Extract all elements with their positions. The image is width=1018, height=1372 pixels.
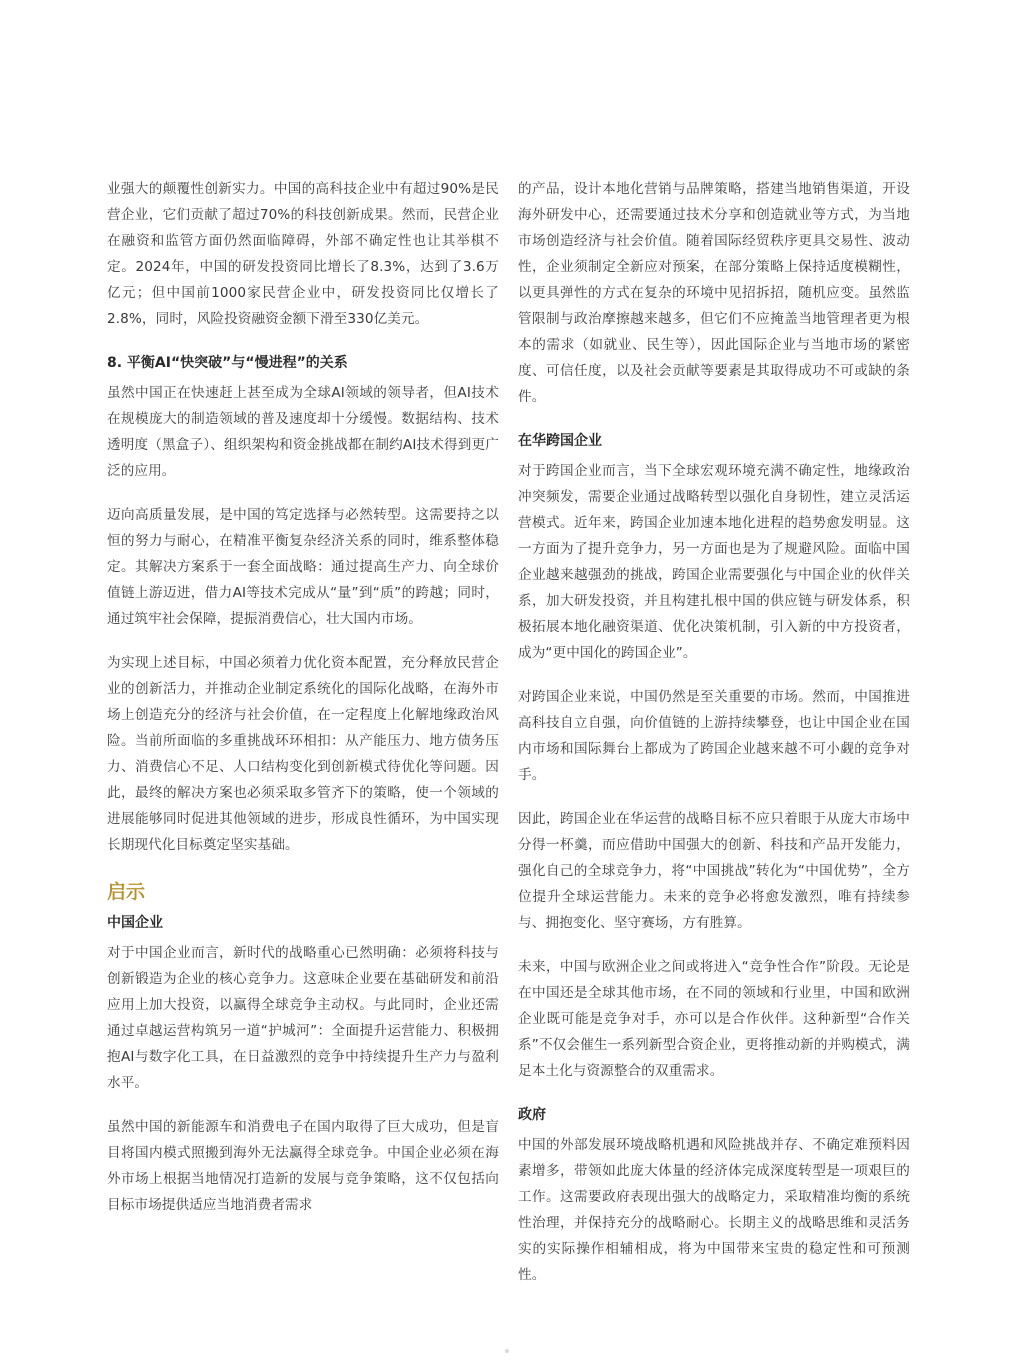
mnc-paragraph-3: 因此，跨国企业在华运营的战略目标不应只着眼于从庞大市场中分得一杯羹，而应借助中国强大的创新、科技和产品开发能力，强化自己的全球竞争力，将“中国挑战”转化为“中国优势”，全方位提升全球运营能力。未来的竞争必将愈发激烈，唯有持续参与、拥抱变化、坚守赛场，方有胜算。 — [518, 811, 910, 931]
mnc-paragraph-4: 未来，中国与欧洲企业之间或将进入“竞争性合作”阶段。无论是在中国还是全球其他市场，在不同的领域和行业里，中国和欧洲企业既可能是竞争对手，亦可以是合作伙伴。这种新型“合作关系”不仅会催生一系列新型合资企业，更将推动新的并购模式，满足本土化与资源整合的双重需求。 — [518, 959, 910, 1079]
ai-paragraph: 虽然中国正在快速赶上甚至成为全球AI领域的领导者，但AI技术在规模庞大的制造领域的普及速度却十分缓慢。数据结构、技术透明度（黑盒子）、组织架构和资金挑战都在制约AI技术得到更广泛的应用。 — [107, 385, 499, 479]
intro-paragraph: 业强大的颠覆性创新实力。中国的高科技企业中有超过90%是民营企业，它们贡献了超过70%的科技创新成果。然而，民营企业在融资和监管方面仍然面临障碍，外部不确定性也让其举棋不定。2024年，中国的研发投资同比增长了8.3%，达到了3.6万亿元；但中国前1000家民营企业中，研发投资同比仅增长了2.8%，同时，风险投资融资金额下滑至330亿美元。 — [107, 181, 499, 327]
implications-title: 启示 — [107, 881, 146, 903]
right-column — [518, 176, 910, 1306]
government-paragraph: 中国的外部发展环境战略机遇和风险挑战并存、不确定难预料因素增多，带领如此庞大体量的经济体完成深度转型是一项艰巨的工作。这需要政府表现出强大的战略定力，采取精准均衡的系统性治理，并保持充分的战略耐心。长期主义的战略思维和灵活务实的实际操作相辅相成，将为中国带来宝贵的稳定性和可预测性。 — [518, 1137, 910, 1283]
chinese-firms-heading: 中国企业 — [107, 915, 163, 931]
page-footer-dot — [505, 1349, 509, 1353]
chinese-firms-paragraph-1: 对于中国企业而言，新时代的战略重心已然明确：必须将科技与创新锻造为企业的核心竞争力。这意味企业要在基础研发和前沿应用上加大投资，以赢得全球竞争主动权。与此同时，企业还需通过卓越运营构筑另一道“护城河”：全面提升运营能力、积极拥抱AI与数字化工具，在日益激烈的竞争中持续提升生产力与盈利水平。 — [107, 945, 499, 1091]
quality-paragraph: 迈向高质量发展，是中国的笃定选择与必然转型。这需要持之以恒的努力与耐心，在精准平衡复杂经济关系的同时，维系整体稳定。其解决方案系于一套全面战略：通过提高生产力、向全球价值链上游迈进，借力AI等技术完成从“量”到“质”的跨越；同时，通过筑牢社会保障，提振消费信心，壮大国内市场。 — [107, 507, 499, 627]
chinese-firms-paragraph-2: 虽然中国的新能源车和消费电子在国内取得了巨大成功，但是盲目将国内模式照搬到海外无法赢得全球竞争。中国企业必须在海外市场上根据当地情况打造新的发展与竞争策略，这不仅包括向目标市场提供适应当地消费者需求 — [107, 1119, 499, 1213]
government-heading: 政府 — [518, 1107, 546, 1123]
mnc-paragraph-1: 对于跨国企业而言，当下全球宏观环境充满不确定性，地缘政治冲突频发，需要企业通过战略转型以强化自身韧性，建立灵活运营模式。近年来，跨国企业加速本地化进程的趋势愈发明显。这一方面为了提升竞争力，另一方面也是为了规避风险。面临中国企业越来越强劲的挑战，跨国企业需要强化与中国企业的伙伴关系，加大研发投资，并且构建扎根中国的供应链与研发体系，积极拓展本地化融资渠道、优化决策机制，引入新的中方投资者，成为“更中国化的跨国企业”。 — [518, 463, 910, 661]
left-column — [107, 176, 499, 1236]
mnc-paragraph-2: 对跨国企业来说，中国仍然是至关重要的市场。然而，中国推进高科技自立自强，向价值链的上游持续攀登，也让中国企业在国内市场和国际舞台上都成为了跨国企业越来越不可小觑的竞争对手。 — [518, 689, 910, 783]
continuation-paragraph: 的产品，设计本地化营销与品牌策略，搭建当地销售渠道，开设海外研发中心，还需要通过技术分享和创造就业等方式，为当地市场创造经济与社会价值。随着国际经贸秩序更具交易性、波动性，企业须制定全新应对预案，在部分策略上保持适度模糊性，以更具弹性的方式在复杂的环境中见招拆招，随机应变。虽然监管限制与政治摩擦越来越多，但它们不应掩盖当地管理者更为根本的需求（如就业、民生等），因此国际企业与当地市场的紧密度、可信任度，以及社会贡献等要素是其取得成功不可或缺的条件。 — [518, 181, 910, 405]
mnc-heading: 在华跨国企业 — [518, 433, 602, 449]
goals-paragraph: 为实现上述目标，中国必须着力优化资本配置，充分释放民营企业的创新活力，并推动企业制定系统化的国际化战略，在海外市场上创造充分的经济与社会价值，在一定程度上化解地缘政治风险。当前所面临的多重挑战环环相扣：从产能压力、地方债务压力、消费信心不足、人口结构变化到创新模式待优化等问题。因此，最终的解决方案也必须采取多管齐下的策略，使一个领域的进展能够同时促进其他领域的进步，形成良性循环，为中国实现长期现代化目标奠定坚实基础。 — [107, 655, 499, 853]
section-8-heading: 8. 平衡AI“快突破”与“慢进程”的关系 — [107, 355, 348, 371]
